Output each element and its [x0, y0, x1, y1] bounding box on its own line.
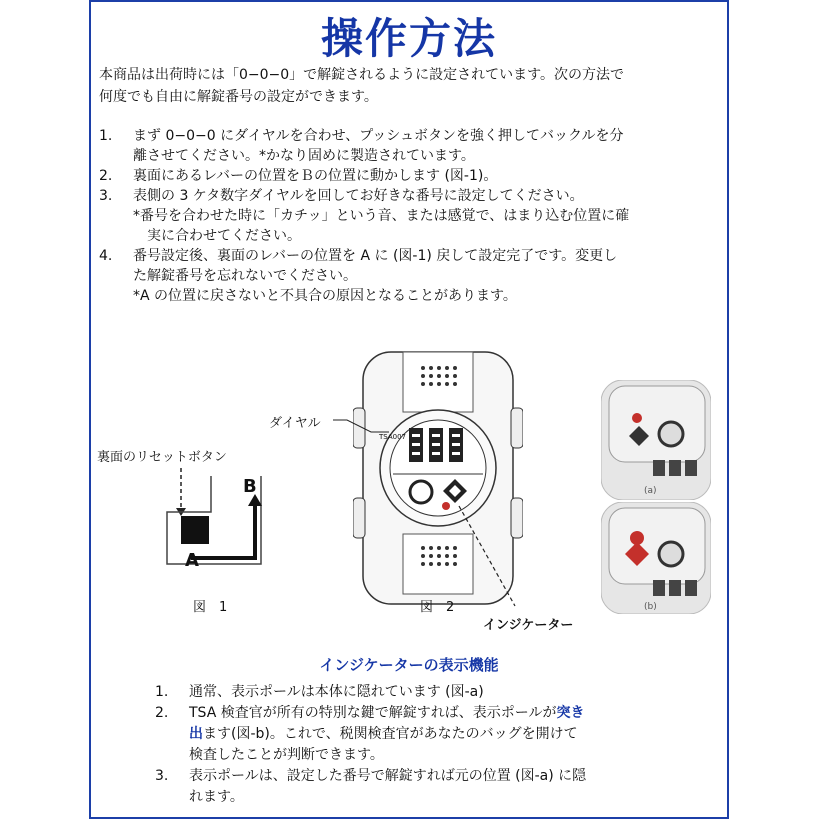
manual-panel — [89, 0, 729, 819]
indicator-list — [155, 682, 725, 808]
item-highlight: 突き — [556, 705, 585, 721]
step-2 — [99, 166, 727, 186]
intro-line: 何度でも自由に解錠番号の設定ができます。 — [99, 89, 378, 105]
item-text: れます。 — [189, 789, 244, 805]
item-number: 3. — [155, 768, 169, 784]
item-text: 通常、表示ポールは本体に隠れています (図-a) — [189, 684, 484, 700]
step-line: 番号設定後、裏面のレバーの位置を A に (図-1) 戻して設定完了です。変更し — [133, 248, 618, 264]
page-title: 操作方法 — [320, 14, 497, 63]
fig2-indicator-label: インジケーター — [483, 618, 574, 633]
photo-b-caption: (b) — [644, 602, 657, 612]
step-line: *番号を合わせた時に「カチッ」という音、または感覚で、はまり込む位置に確 — [133, 208, 630, 224]
indicator-item-2 — [155, 703, 725, 766]
indicator-item-3 — [155, 766, 725, 808]
item-text: 表示ポールは、設定した番号で解錠すれば元の位置 (図-a) に隠 — [189, 768, 587, 784]
step-number: 3. — [99, 188, 113, 204]
step-3 — [99, 186, 727, 246]
step-1 — [99, 126, 727, 166]
fig1-reset-button-label: 裏面のリセットボタン — [97, 450, 227, 465]
photo-a — [601, 380, 711, 500]
fig2-brand-label: TSA007 — [379, 433, 406, 441]
item-highlight: 出 — [189, 726, 203, 742]
dial-leader-line — [331, 416, 391, 436]
steps-list — [99, 126, 727, 306]
item-text: TSA 検査官が所有の特別な鍵で解錠すれば、表示ポールが — [189, 705, 557, 721]
indicator-item-1 — [155, 682, 725, 703]
fig2-caption: 図 2 — [420, 600, 455, 615]
step-line: 裏面にあるレバーの位置をＢの位置に動かします (図-1)。 — [133, 168, 498, 184]
photo-a-caption: (a) — [644, 486, 657, 496]
step-line: 離させてください。*かなり固めに製造されています。 — [133, 148, 475, 164]
reset-button-shape — [181, 516, 209, 544]
item-number: 1. — [155, 684, 169, 700]
photo-b — [601, 502, 711, 614]
step-line: まず 0−0−0 にダイヤルを合わせ、プッシュボタンを強く押してバックルを分 — [133, 128, 624, 144]
step-number: 4. — [99, 248, 113, 264]
step-4 — [99, 246, 727, 306]
indicator-leader-line — [455, 502, 525, 612]
item-text: 検査したことが判断できます。 — [189, 747, 384, 763]
indicator-section-title: インジケーターの表示機能 — [319, 656, 499, 674]
step-line: 表側の 3 ケタ数字ダイヤルを回してお好きな番号に設定してください。 — [133, 188, 584, 204]
fig1-label-b: B — [243, 476, 257, 497]
step-line: た解錠番号を忘れないでください。 — [133, 268, 357, 284]
step-line: *A の位置に戻さないと不具合の原因となることがあります。 — [133, 288, 517, 304]
intro-text — [99, 64, 727, 108]
step-number: 1. — [99, 128, 113, 144]
item-number: 2. — [155, 705, 169, 721]
fig1-caption: 図 1 — [193, 600, 228, 615]
step-line: 実に合わせてください。 — [133, 228, 301, 244]
fig1-label-a: A — [185, 550, 199, 571]
item-text: ます(図-b)。これで、税関検査官があなたのバッグを開けて — [203, 726, 578, 742]
intro-line: 本商品は出荷時には「0−0−0」で解錠されるように設定されています。次の方法で — [99, 67, 625, 83]
fig2-dial-label: ダイヤル — [269, 416, 321, 431]
step-number: 2. — [99, 168, 113, 184]
